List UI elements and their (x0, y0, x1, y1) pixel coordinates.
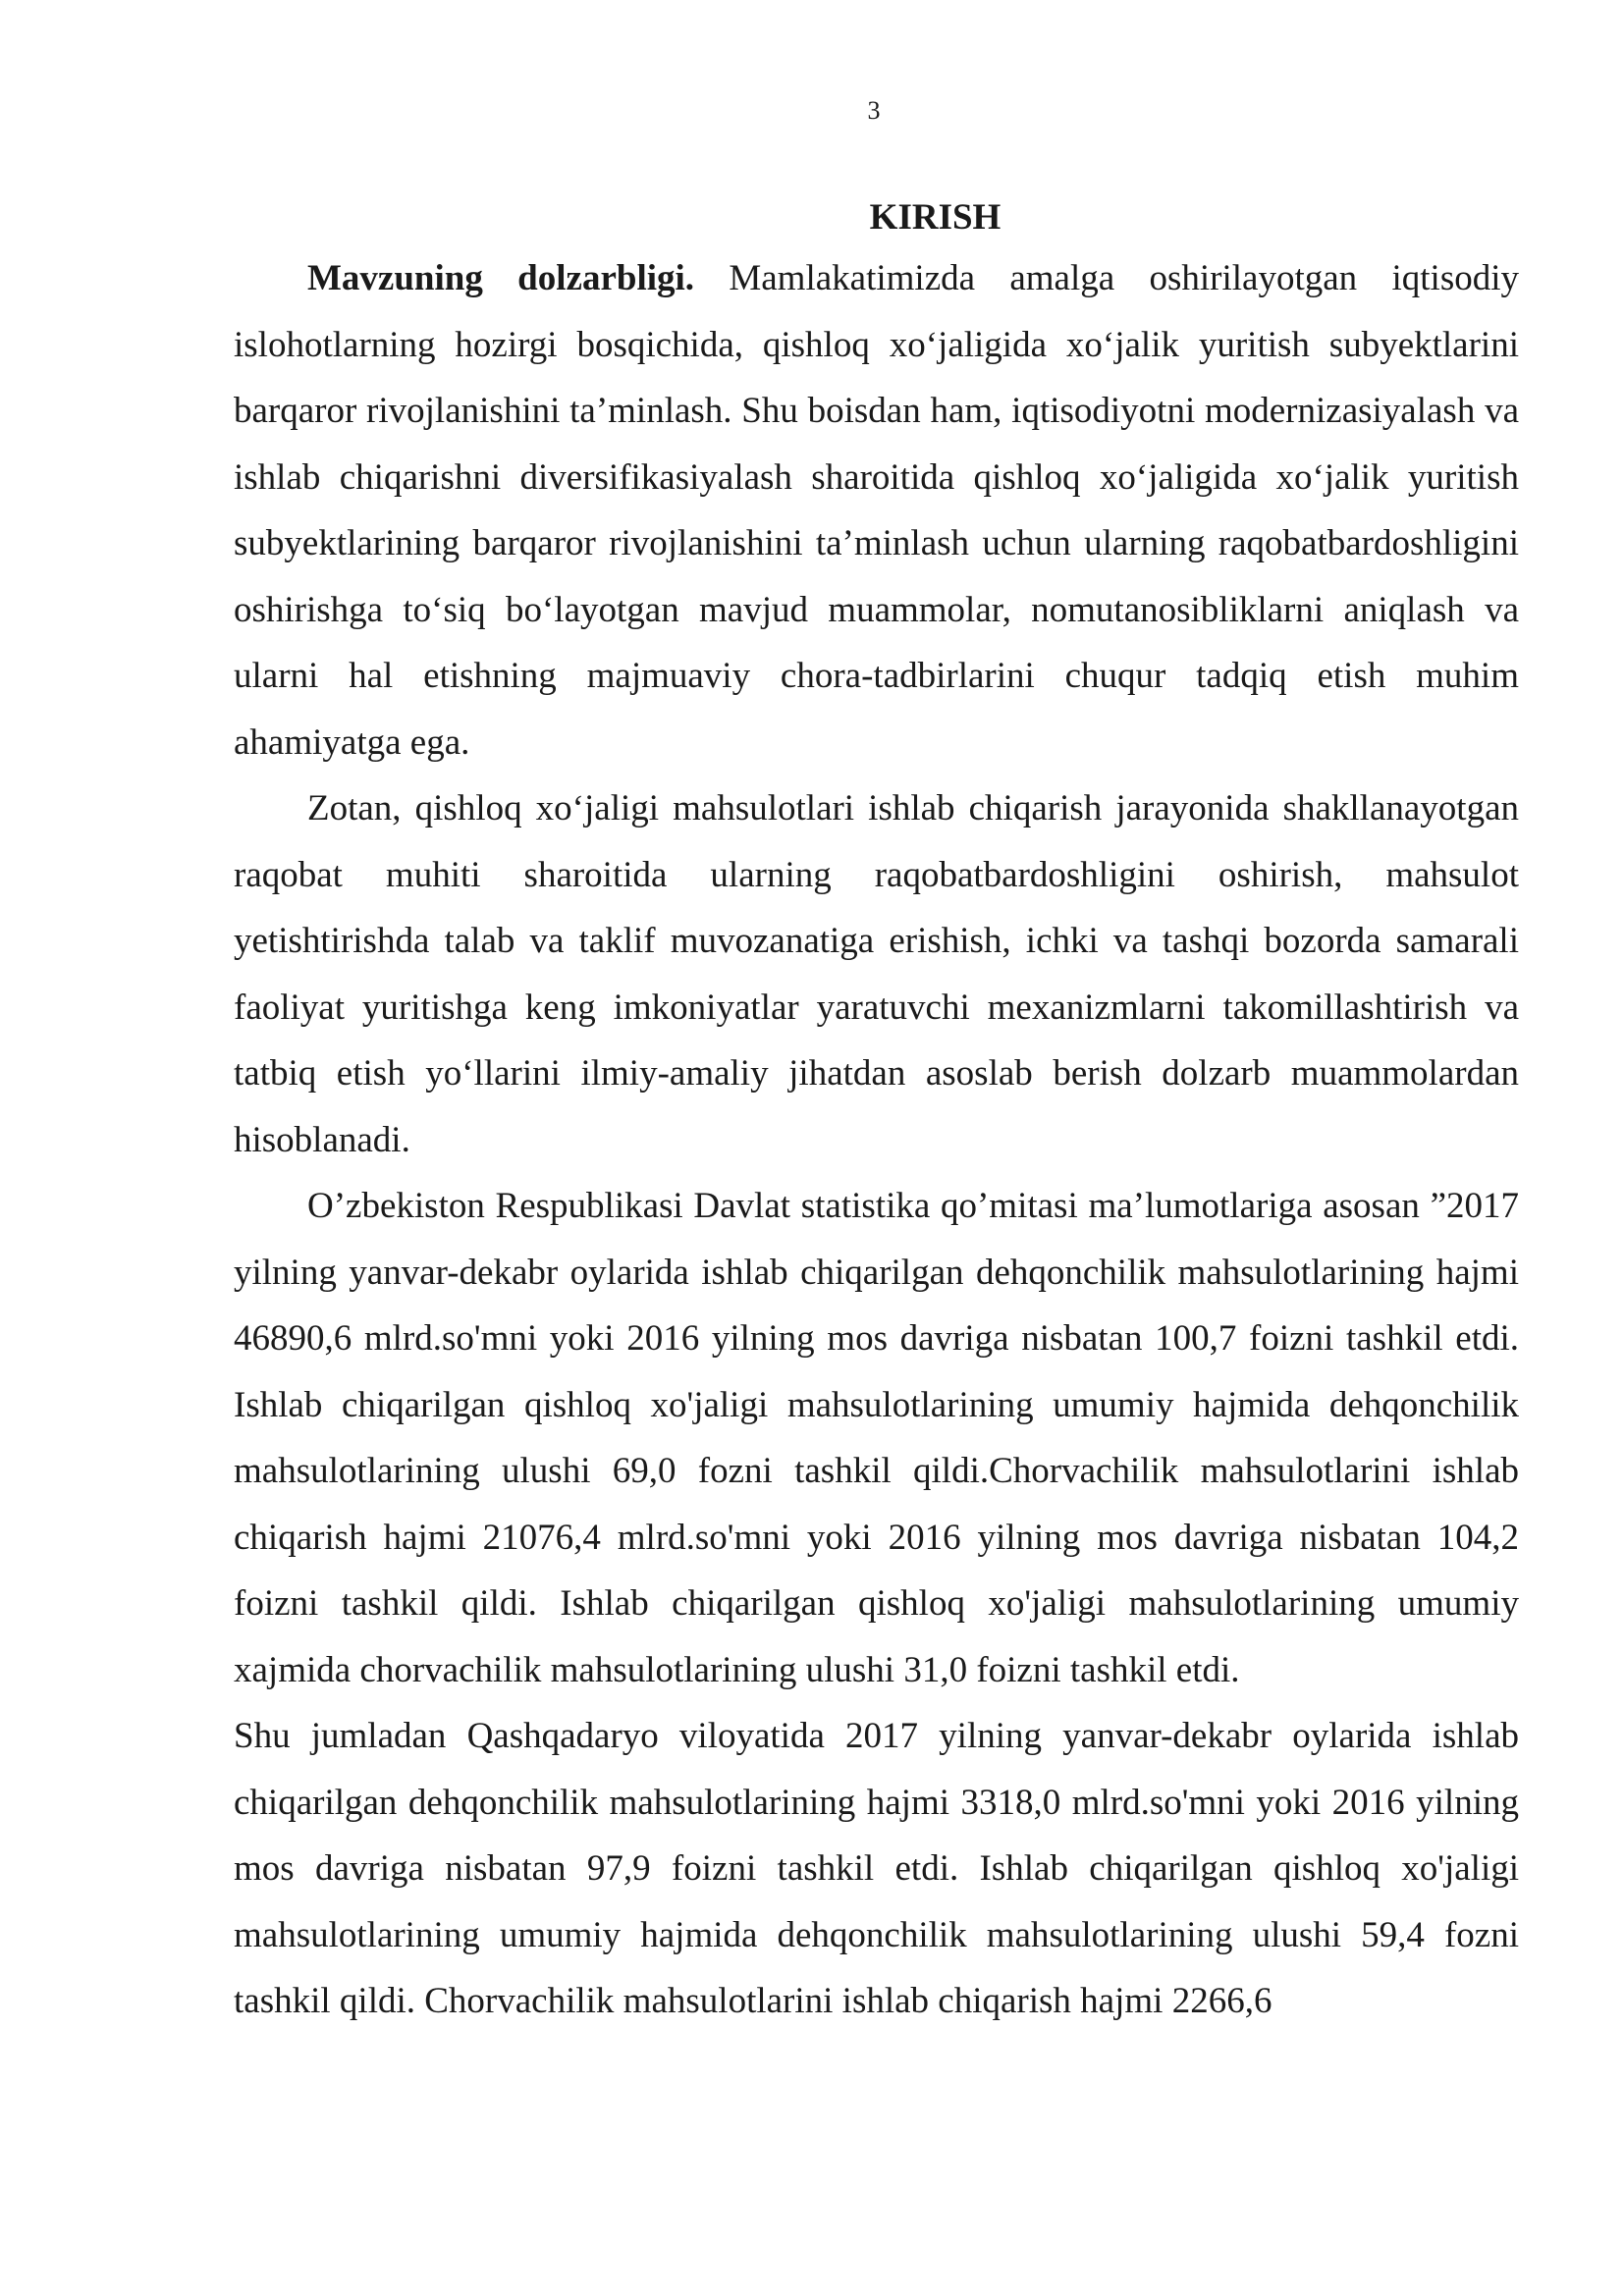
paragraph-national-statistics: O’zbekiston Respublikasi Davlat statistika qo’mitasi ma’lumotlariga asosan ”2017 yilning yanvar-dekabr oylarida ishlab chiqarilgan dehqonchilik mahsulotlarining hajmi 46890,6 mlrd.so'mni yoki 2016 yilning mos davriga nisbatan 100,7 foizni tashkil etdi. Ishlab chiqarilgan qishloq xo'jaligi mahsulotlarining umumiy hajmida dehqonchilik mahsulotlarining ulushi 69,0 fozni tashkil qildi.Chorvachilik mahsulotlarini ishlab chiqarish hajmi 21076,4 mlrd.so'mni yoki 2016 yilning mos davriga nisbatan 104,2 foizni tashkil qildi. Ishlab chiqarilgan qishloq xo'jaligi mahsulotlarining umumiy xajmida chorvachilik mahsulotlarining ulushi 31,0 foizni tashkil etdi. (234, 1186, 1519, 1690)
page-number: 3 (867, 96, 881, 125)
paragraph-text: Mamlakatimizda amalga oshirilayotgan iqtisodiy islohotlarning hozirgi bosqichida, qishloq xo‘jaligida xo‘jalik yuritish subyektlarini barqaror rivojlanishini ta’minlash. Shu boisdan ham, iqtisodiyotni modernizasiyalash va ishlab chiqarishni diversifikasiyalash sharoitida qishloq xo‘jaligida xo‘jalik yuritish subyektlarining barqaror rivojlanishini ta’minlash uchun ularning raqobatbardoshligini oshirishga to‘siq bo‘layotgan mavjud muammolar, nomutanosibliklarni aniqlash va ularni hal etishning majmuaviy chora-tadbirlarini chuqur tadqiq etish muhim ahamiyatga ega. (234, 258, 1520, 763)
paragraph-lead: Mavzuning dolzarbligi. (307, 258, 695, 298)
paragraph-regional-statistics: Shu jumladan Qashqadaryo viloyatida 2017 yilning yanvar-dekabr oylarida ishlab chiqarilgan dehqonchilik mahsulotlarining hajmi 3318,0 mlrd.so'mni yoki 2016 yilning mos davriga nisbatan 97,9 foizni tashkil etdi. Ishlab chiqarilgan qishloq xo'jaligi mahsulotlarining umumiy hajmida dehqonchilik mahsulotlarining ulushi 59,4 fozni tashkil qildi. Chorvachilik mahsulotlarini ishlab chiqarish hajmi 2266,6 (234, 1716, 1519, 2021)
section-heading: KIRISH (869, 197, 1001, 238)
paragraph-relevance (234, 245, 1519, 775)
paragraph-competition: Zotan, qishloq xo‘jaligi mahsulotlari ishlab chiqarish jarayonida shakllanayotgan raqobat muhiti sharoitida ularning raqobatbardoshligini oshirish, mahsulot yetishtirishda talab va taklif muvozanatiga erishish, ichki va tashqi bozorda samarali faoliyat yuritishga keng imkoniyatlar yaratuvchi mexanizmlarni takomillashtirish va tatbiq etish yo‘llarini ilmiy-amaliy jihatdan asoslab berish dolzarb muammolardan hisoblanadi. (234, 788, 1519, 1160)
page-content (234, 190, 1519, 2035)
